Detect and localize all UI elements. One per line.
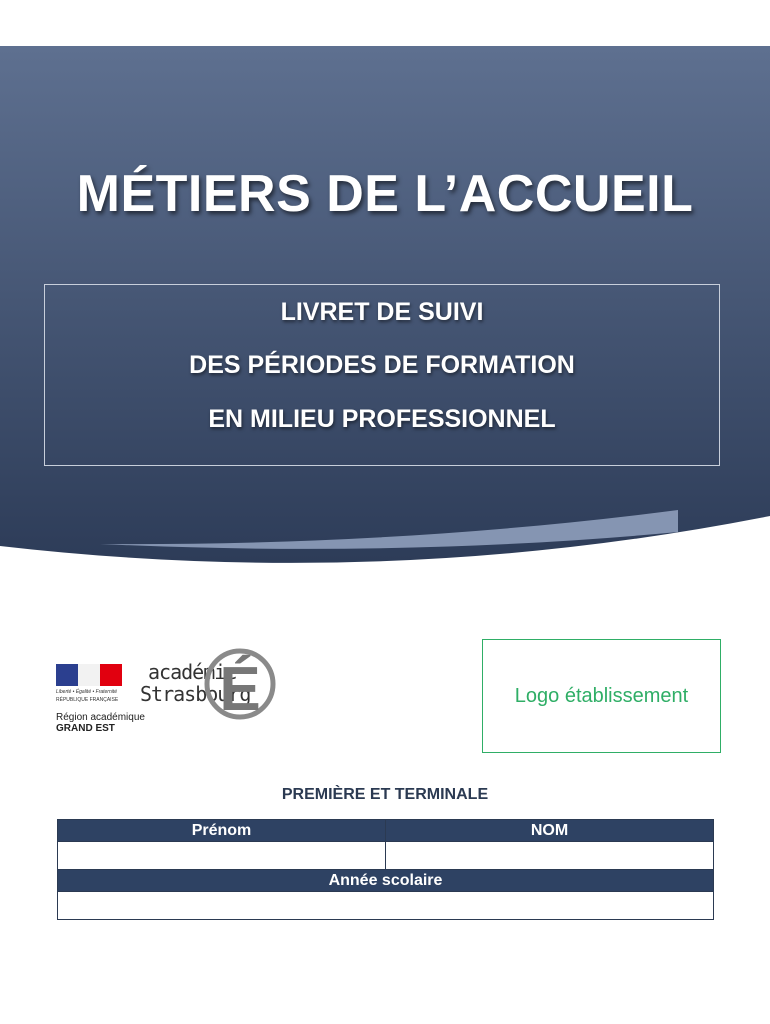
- academie-e-logo-icon: [200, 628, 280, 720]
- student-info-table: [57, 819, 714, 920]
- region-label-line1: Région académique: [56, 712, 145, 723]
- first-name-header: Prénom: [58, 820, 386, 842]
- establishment-logo-placeholder: [482, 639, 721, 753]
- subtitle-line-3: EN MILIEU PROFESSIONNEL: [208, 405, 556, 433]
- main-title: MÉTIERS DE L’ACCUEIL: [76, 165, 694, 223]
- republic-motto: Liberté • Égalité • Fraternité: [56, 689, 118, 695]
- cover-banner: [0, 46, 770, 576]
- flag-white: [78, 664, 100, 686]
- subtitle-line-2: DES PÉRIODES DE FORMATION: [189, 351, 575, 379]
- republic-name: RÉPUBLIQUE FRANÇAISE: [56, 697, 119, 703]
- last-name-header: NOM: [386, 820, 714, 842]
- subtitle-box: [44, 284, 720, 466]
- school-year-field[interactable]: [58, 892, 714, 920]
- academie-label: académie: [148, 660, 237, 684]
- level-heading: PREMIÈRE ET TERMINALE: [281, 786, 489, 803]
- region-label-line2: GRAND EST: [56, 723, 115, 734]
- last-name-field[interactable]: [386, 842, 714, 870]
- school-year-header: Année scolaire: [58, 870, 714, 892]
- flag-blue: [56, 664, 78, 686]
- first-name-field[interactable]: [58, 842, 386, 870]
- subtitle-line-1: LIVRET DE SUIVI: [280, 298, 484, 326]
- e-letter: É: [219, 655, 261, 720]
- flag-red: [100, 664, 122, 686]
- strasbourg-label: Strasbourg: [140, 682, 251, 706]
- republique-francaise-logo: [56, 664, 122, 704]
- establishment-logo-label: Logo établissement: [514, 684, 689, 707]
